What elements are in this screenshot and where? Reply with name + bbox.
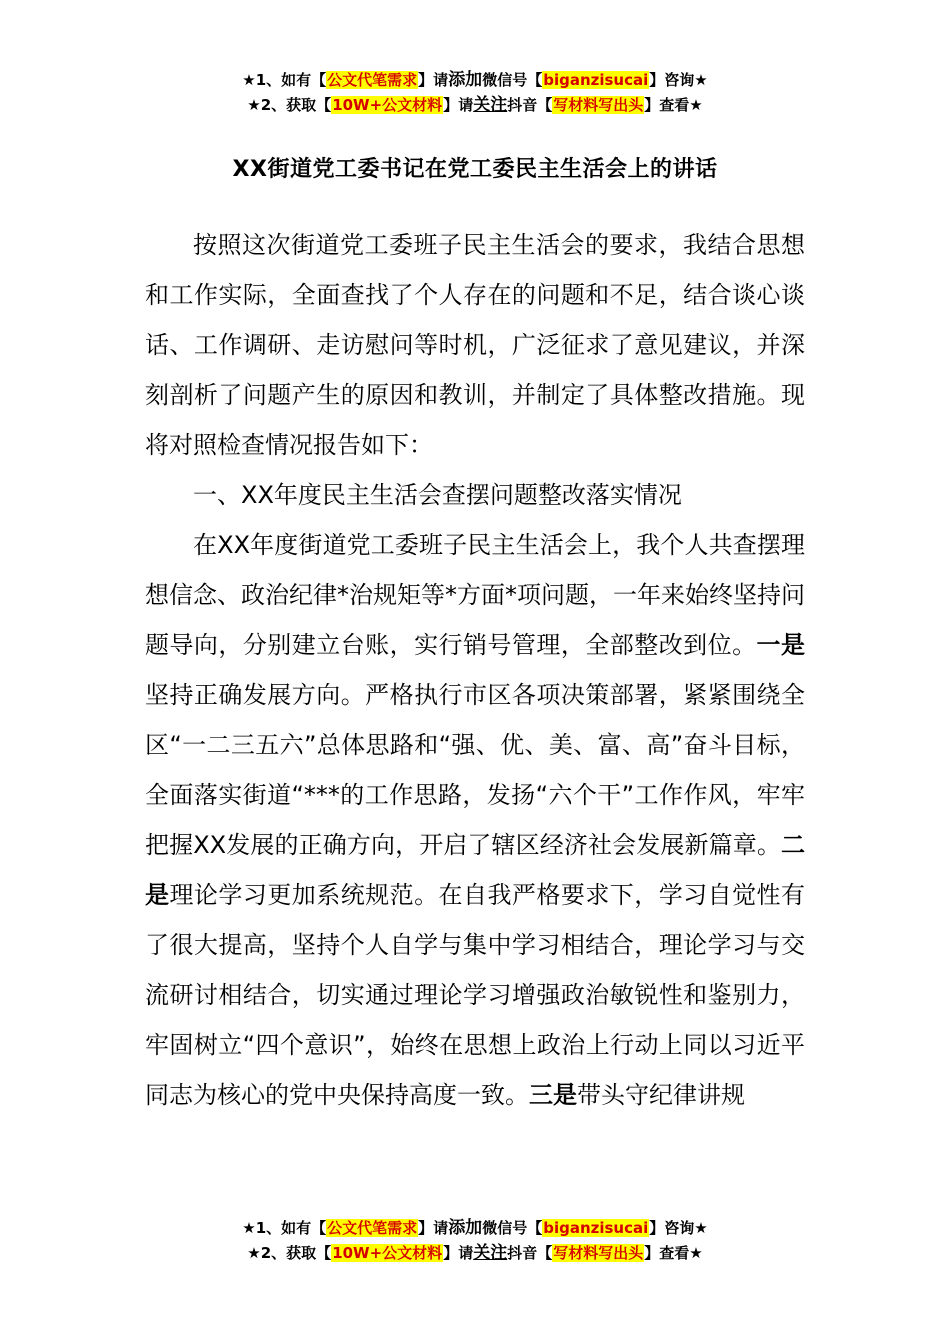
ad-emphasis: 添加 (448, 70, 483, 90)
ad-emphasis: 关注 (473, 1243, 508, 1263)
ad-highlight: 10W+公文材料 (332, 1244, 443, 1262)
document-title: XX街道党工委书记在党工委民主生活会上的讲话 (232, 157, 718, 182)
ad-text: 微信号【 (482, 71, 543, 89)
ad-text: ★1、如有【 (242, 1219, 327, 1237)
ad-emphasis: 添加 (448, 1218, 483, 1238)
ad-text: 】请 (443, 1244, 474, 1262)
ad-text: ★2、获取【 (247, 1244, 332, 1262)
ad-text: 】请 (418, 71, 449, 89)
footer-ad-banner (0, 1216, 950, 1266)
document-body (145, 220, 805, 1120)
point-marker: 三是 (529, 1081, 577, 1109)
ad-text: 微信号【 (482, 1219, 543, 1237)
ad-text: 】请 (418, 1219, 449, 1237)
ad-highlight-wechat-id: biganzisucai (543, 71, 649, 89)
ad-line-1 (0, 1216, 950, 1241)
ad-line-1 (0, 68, 950, 93)
paragraph-text: 坚持正确发展方向。严格执行市区各项决策部署，紧紧围绕全区“一二三五六”总体思路和“强、优、美、富、高”奋斗目标，全面落实街道“***的工作思路，发扬“六个干”工作作风，牢牢把握XX发展的正确方向，开启了辖区经济社会发展新篇章。 (145, 681, 805, 859)
paragraph-text: 在XX年度街道党工委班子民主生活会上，我个人共查摆理想信念、政治纪律*治规矩等*方面*项问题，一年来始终坚持问题导向，分别建立台账，实行销号管理，全部整改到位。 (145, 531, 805, 659)
paragraph-text: 带头守纪律讲规 (577, 1081, 745, 1109)
ad-highlight-douyin: 写材料写出头 (553, 1244, 644, 1262)
ad-text: 】查看★ (644, 1244, 703, 1262)
ad-text: 抖音【 (507, 96, 553, 114)
intro-paragraph: 按照这次街道党工委班子民主生活会的要求，我结合思想和工作实际，全面查找了个人存在的问题和不足，结合谈心谈话、工作调研、走访慰问等时机，广泛征求了意见建议，并深刻剖析了问题产生的原因和教训，并制定了具体整改措施。现将对照检查情况报告如下： (145, 231, 805, 459)
ad-text: 】查看★ (644, 96, 703, 114)
ad-text: 】请 (443, 96, 474, 114)
ad-highlight: 公文代笔需求 (327, 71, 418, 89)
ad-text: 抖音【 (507, 1244, 553, 1262)
paragraph-text: 理论学习更加系统规范。在自我严格要求下，学习自觉性有了很大提高，坚持个人自学与集中学习相结合，理论学习与交流研讨相结合，切实通过理论学习增强政治敏锐性和鉴别力，牢固树立“四个意识”，始终在思想上政治上行动上同以习近平同志为核心的党中央保持高度一致。 (145, 881, 806, 1109)
ad-line-2 (0, 93, 950, 118)
point-marker: 二是 (145, 831, 805, 909)
ad-emphasis: 关注 (473, 95, 508, 115)
ad-highlight: 公文代笔需求 (327, 1219, 418, 1237)
ad-line-2 (0, 1241, 950, 1266)
ad-text: ★1、如有【 (242, 71, 327, 89)
ad-highlight: 10W+公文材料 (332, 96, 443, 114)
ad-highlight-douyin: 写材料写出头 (553, 96, 644, 114)
ad-text: 】咨询★ (649, 71, 708, 89)
ad-highlight-wechat-id: biganzisucai (543, 1219, 649, 1237)
ad-text: ★2、获取【 (247, 96, 332, 114)
section-heading: 一、XX年度民主生活会查摆问题整改落实情况 (193, 481, 682, 509)
point-marker: 一是 (756, 631, 806, 659)
header-ad-banner (0, 68, 950, 118)
body-paragraph (145, 520, 805, 1120)
ad-text: 】咨询★ (649, 1219, 708, 1237)
